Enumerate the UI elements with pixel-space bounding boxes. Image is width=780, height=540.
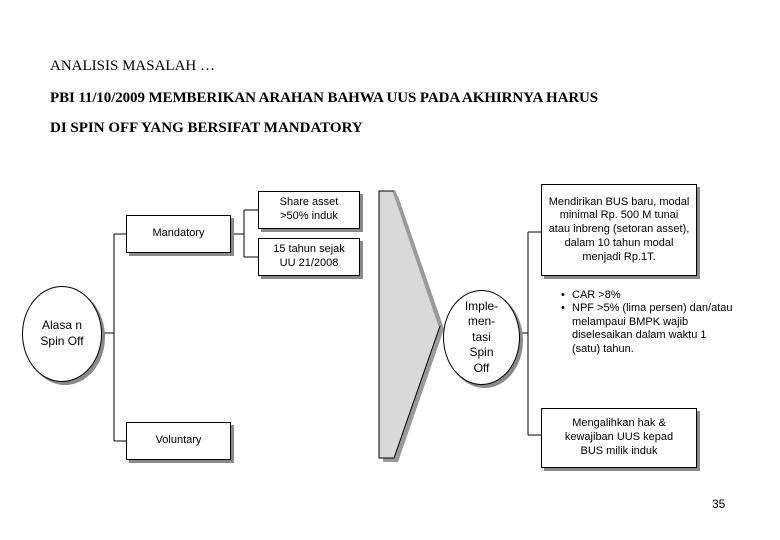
bullet-car: CAR >8% bbox=[572, 289, 621, 301]
lima-belas-tahun-label: 15 tahun sejak UU 21/2008 bbox=[273, 243, 345, 269]
root-alasan-spin-off-node bbox=[22, 286, 102, 382]
requirements-list bbox=[555, 289, 735, 356]
list-item bbox=[555, 289, 735, 302]
bullet-icon: • bbox=[561, 302, 565, 315]
bus-baru-node bbox=[541, 184, 697, 276]
pengalihan-label: Mengalihkan hak & kewajiban UUS kepad BUS milik induk bbox=[564, 417, 674, 457]
implementasi-spin-off-node bbox=[443, 290, 520, 385]
lima-belas-tahun-node bbox=[258, 238, 360, 276]
bus-baru-label: Mendirikan BUS baru, modal minimal Rp. 500 M tunai atau inbreng (setoran asset), dalam 10 tahun modal menjadi Rp.1T. bbox=[548, 195, 690, 263]
share-asset-node bbox=[258, 191, 360, 229]
share-asset-label: Share asset >50% induk bbox=[279, 196, 339, 222]
bullet-icon: • bbox=[561, 289, 565, 301]
mandatory-label: Mandatory bbox=[152, 227, 205, 240]
slide-title-line-2: DI SPIN OFF YANG BERSIFAT MANDATORY bbox=[50, 120, 363, 136]
pengalihan-node bbox=[541, 408, 697, 468]
mandatory-node bbox=[126, 215, 231, 253]
bullet-npf: NPF >5% (lima persen) dan/atau melampaui BMPK wajib diselesaikan dalam waktu 1 (satu) tahun. bbox=[572, 302, 733, 355]
slide-subtitle: ANALISIS MASALAH … bbox=[50, 58, 216, 74]
implementasi-label: Imple- men- tasi Spin Off bbox=[464, 298, 499, 375]
voluntary-node bbox=[126, 422, 231, 460]
root-label: Alasa n Spin Off bbox=[40, 318, 84, 348]
page-number: 35 bbox=[712, 497, 726, 511]
list-item bbox=[555, 302, 735, 356]
slide-title-line-1: PBI 11/10/2009 MEMBERIKAN ARAHAN BAHWA UUS PADA AKHIRNYA HARUS bbox=[50, 90, 599, 106]
voluntary-label: Voluntary bbox=[155, 434, 202, 447]
